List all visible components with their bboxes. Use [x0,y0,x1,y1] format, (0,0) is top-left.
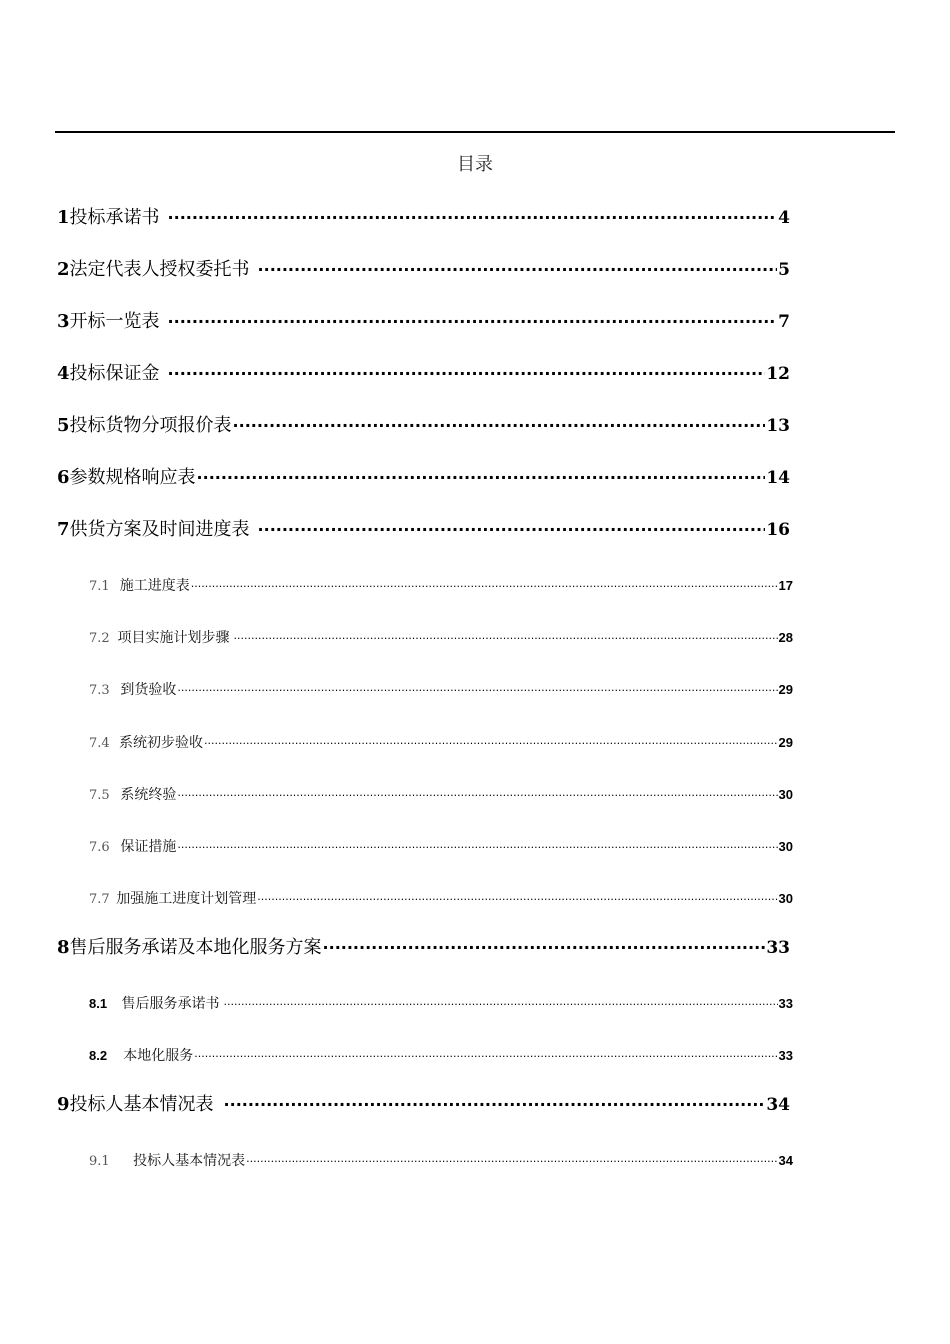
toc-entry-6[interactable] [57,463,790,489]
toc-entry-number: 5 [57,415,70,436]
toc-entry-page: 14 [766,468,790,488]
toc-entry-9-1[interactable] [89,1150,793,1170]
toc-entry-9[interactable] [57,1090,790,1116]
dot-leader [177,684,777,697]
toc-entry-7[interactable] [57,515,790,541]
toc-entry-8-1[interactable] [89,993,793,1013]
toc-entry-page: 34 [766,1095,790,1115]
toc-entry-page: 28 [778,630,793,645]
toc-entry-7-2[interactable] [89,627,793,647]
toc-entry-number: 7.5 [89,788,110,803]
dot-leader [233,632,777,645]
toc-entry-label: 系统终验 [120,787,177,803]
toc-entry-number: 8 [57,937,70,958]
toc-entry-5[interactable] [57,411,790,437]
toc-entry-page: 7 [778,312,790,332]
toc-entry-7-6[interactable] [89,836,793,856]
toc-entry-label: 系统初步验收 [119,735,204,751]
toc-entry-label: 本地化服务 [123,1048,194,1064]
toc-entry-number: 9 [57,1094,70,1115]
dot-leader [246,1155,777,1168]
toc-entry-number: 2 [57,259,70,280]
dot-leader [168,208,778,227]
toc-entry-1[interactable] [57,203,790,229]
dot-leader [257,893,777,906]
toc-entry-label: 投标人基本情况表 [133,1153,246,1169]
toc-entry-number: 7.1 [89,579,110,594]
toc-entry-number: 6 [57,467,70,488]
toc-entry-number: 1 [57,207,70,228]
toc-entry-page: 29 [778,682,793,697]
toc-entry-page: 33 [766,938,790,958]
toc-entry-label: 开标一览表 [69,311,160,332]
toc-entry-page: 4 [778,208,790,228]
toc-entry-label: 售后服务承诺及本地化服务方案 [69,937,322,958]
toc-entry-number: 3 [57,311,70,332]
toc-entry-label: 加强施工进度计划管理 [116,891,257,907]
toc-entry-3[interactable] [57,307,790,333]
dot-leader [258,520,766,539]
dot-leader [177,789,777,802]
toc-entry-7-5[interactable] [89,784,793,804]
toc-entry-number: 9.1 [89,1154,110,1169]
toc-entry-page: 13 [766,416,790,436]
toc-entry-page: 34 [778,1153,793,1168]
toc-entry-page: 17 [778,578,793,593]
toc-entry-number: 8.1 [89,996,108,1011]
dot-leader [258,260,778,279]
toc-entry-number: 7.3 [89,683,110,698]
toc-entry-page: 30 [778,839,793,854]
toc-entry-8-2[interactable] [89,1045,793,1065]
toc-entry-7-3[interactable] [89,679,793,699]
toc-entry-label: 投标承诺书 [69,207,160,228]
toc-entry-label: 投标人基本情况表 [69,1094,214,1115]
toc-entry-number: 8.2 [89,1048,108,1063]
toc-title: 目录 [457,154,493,175]
dot-leader [168,312,778,331]
toc-entry-label: 投标保证金 [69,363,160,384]
toc-entry-number: 7 [57,519,70,540]
toc-entry-number: 4 [57,363,70,384]
dot-leader [224,998,778,1011]
toc-entry-page: 29 [778,735,793,750]
toc-entry-page: 16 [766,520,790,540]
toc-entry-number: 7.2 [89,631,110,646]
toc-entry-number: 7.6 [89,840,110,855]
toc-entry-label: 项目实施计划步骤 [117,630,230,646]
toc-entry-label: 供货方案及时间进度表 [69,519,250,540]
dot-leader [194,1050,777,1063]
dot-leader [204,737,778,750]
toc-entry-page: 30 [778,891,793,906]
toc-entry-label: 参数规格响应表 [69,467,196,488]
toc-entry-label: 到货验收 [120,682,177,698]
toc-entry-label: 保证措施 [120,839,177,855]
dot-leader [233,416,766,435]
toc-entry-4[interactable] [57,359,790,385]
toc-entry-page: 33 [778,996,793,1011]
dot-leader [323,938,766,957]
toc-entry-label: 法定代表人授权委托书 [69,259,250,280]
toc-entry-page: 12 [766,364,790,384]
toc-entry-label: 投标货物分项报价表 [69,415,232,436]
toc-entry-2[interactable] [57,255,790,281]
dot-leader [177,841,777,854]
toc-entry-number: 7.7 [89,892,110,907]
toc-entry-number: 7.4 [89,736,110,751]
toc-entry-label: 售后服务承诺书 [121,996,220,1012]
toc-entry-7-4[interactable] [89,732,793,752]
dot-leader [224,1095,766,1114]
toc-entry-page: 5 [778,260,790,280]
dot-leader [191,580,778,593]
toc-entry-7-1[interactable] [89,575,793,595]
toc-entry-7-7[interactable] [89,888,793,908]
dot-leader [168,364,766,383]
toc-entry-8[interactable] [57,933,790,959]
toc-entry-page: 33 [778,1048,793,1063]
dot-leader [197,468,766,487]
toc-entry-label: 施工进度表 [119,578,190,594]
toc-entry-page: 30 [778,787,793,802]
